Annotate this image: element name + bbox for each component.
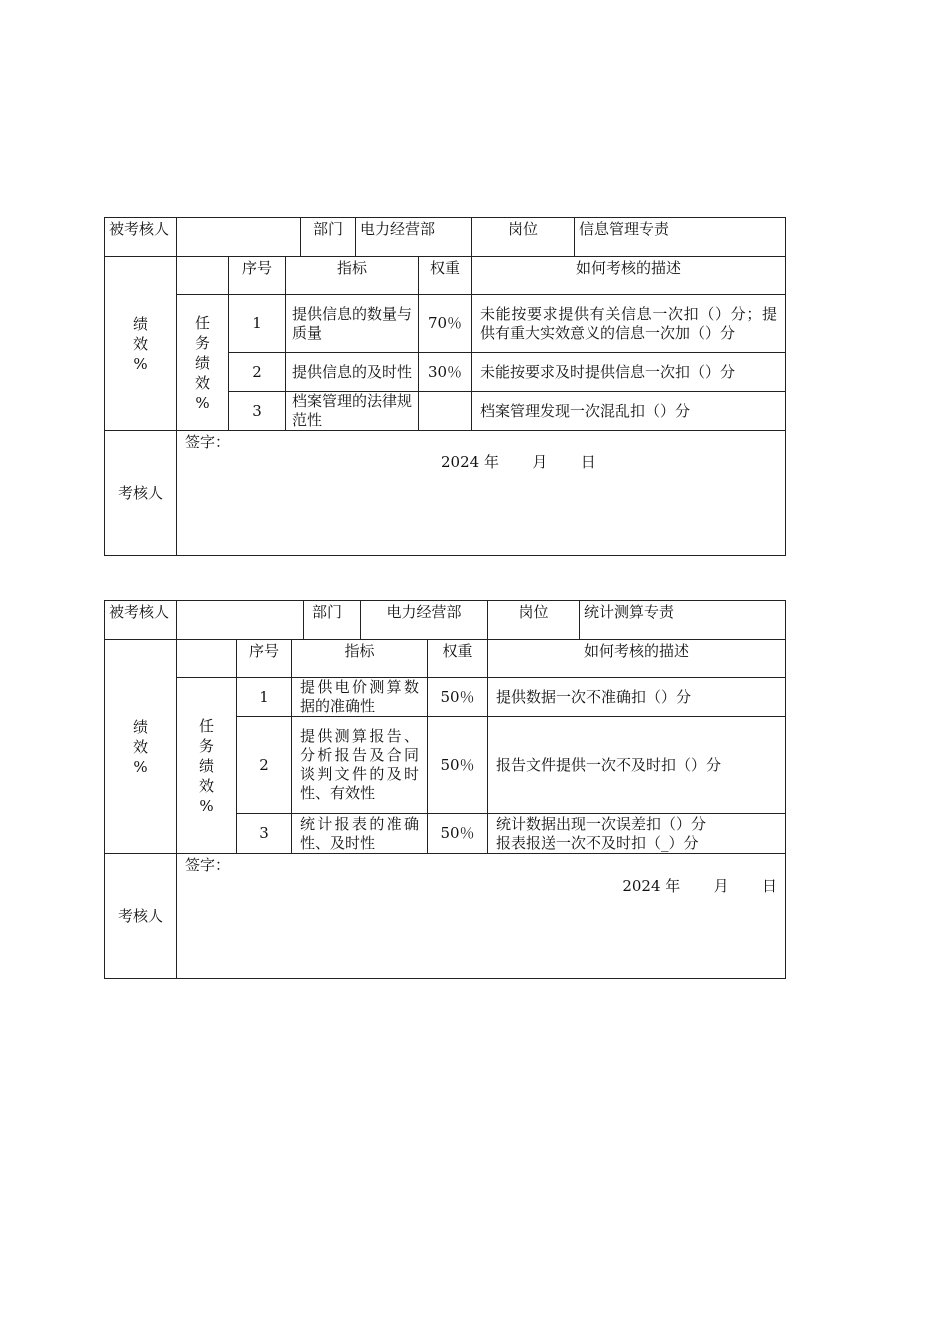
dept-label: 部门 [304, 601, 361, 640]
signature-label: 签字： [185, 433, 231, 451]
assessor-label: 考核人 [105, 431, 177, 556]
row-seq: 1 [237, 678, 292, 717]
dept-label: 部门 [301, 218, 356, 257]
row-weight: 50％ [428, 814, 488, 854]
row-weight: 50％ [428, 717, 488, 814]
date-line: 2024 年 月 日 [441, 453, 596, 471]
row-seq: 2 [237, 717, 292, 814]
row-indicator: 提供测算报告、分析报告及合同谈判文件的及时性、有效性 [292, 717, 428, 814]
header-seq: 序号 [237, 640, 292, 678]
performance-label: 绩 效 % [105, 640, 177, 854]
row-indicator: 档案管理的法律规范性 [286, 392, 419, 431]
assessor-label: 考核人 [105, 854, 177, 979]
row-indicator: 统计报表的准确性、及时性 [292, 814, 428, 854]
signature-label: 签字： [185, 856, 231, 874]
task-performance-label: 任 务 绩 效 % [177, 295, 229, 431]
row-weight: 30％ [419, 353, 472, 392]
header-weight: 权重 [419, 257, 472, 295]
examinee-label: 被考核人 [105, 601, 177, 640]
post-label: 岗位 [488, 601, 580, 640]
performance-label: 绩 效 % [105, 257, 177, 431]
dept-value: 电力经营部 [356, 218, 472, 257]
header-description: 如何考核的描述 [472, 257, 786, 295]
row-seq: 3 [229, 392, 286, 431]
header-indicator: 指标 [286, 257, 419, 295]
header-description: 如何考核的描述 [488, 640, 786, 678]
row-description: 报告文件提供一次不及时扣（）分 [488, 717, 786, 814]
row-seq: 3 [237, 814, 292, 854]
row-indicator: 提供电价测算数据的准确性 [292, 678, 428, 717]
row-weight [419, 392, 472, 431]
post-value: 统计测算专责 [580, 601, 786, 640]
header-seq: 序号 [229, 257, 286, 295]
row-description: 档案管理发现一次混乱扣（）分 [472, 392, 786, 431]
date-line: 2024 年 月 日 [622, 877, 778, 895]
post-label: 岗位 [472, 218, 575, 257]
task-performance-label: 任 务 绩 效 % [177, 678, 237, 854]
examinee-value[interactable] [177, 218, 301, 257]
row-description: 提供数据一次不准确扣（）分 [488, 678, 786, 717]
signature-area[interactable] [177, 431, 786, 556]
header-indicator: 指标 [292, 640, 428, 678]
row-weight: 70％ [419, 295, 472, 353]
assessment-table-1 [104, 217, 786, 556]
signature-area[interactable] [177, 854, 786, 979]
row-seq: 2 [229, 353, 286, 392]
examinee-label: 被考核人 [105, 218, 177, 257]
row-description: 未能按要求提供有关信息一次扣（）分；提供有重大实效意义的信息一次加（）分 [472, 295, 786, 353]
assessment-table-2 [104, 600, 786, 979]
header-blank [177, 257, 229, 295]
row-description: 未能按要求及时提供信息一次扣（）分 [472, 353, 786, 392]
row-indicator: 提供信息的数量与质量 [286, 295, 419, 353]
row-indicator: 提供信息的及时性 [286, 353, 419, 392]
row-description: 统计数据出现一次误差扣（）分 报表报送一次不及时扣（_）分 [488, 814, 786, 854]
row-weight: 50％ [428, 678, 488, 717]
header-blank [177, 640, 237, 678]
header-weight: 权重 [428, 640, 488, 678]
examinee-value[interactable] [177, 601, 304, 640]
post-value: 信息管理专责 [575, 218, 786, 257]
dept-value: 电力经营部 [361, 601, 488, 640]
row-seq: 1 [229, 295, 286, 353]
